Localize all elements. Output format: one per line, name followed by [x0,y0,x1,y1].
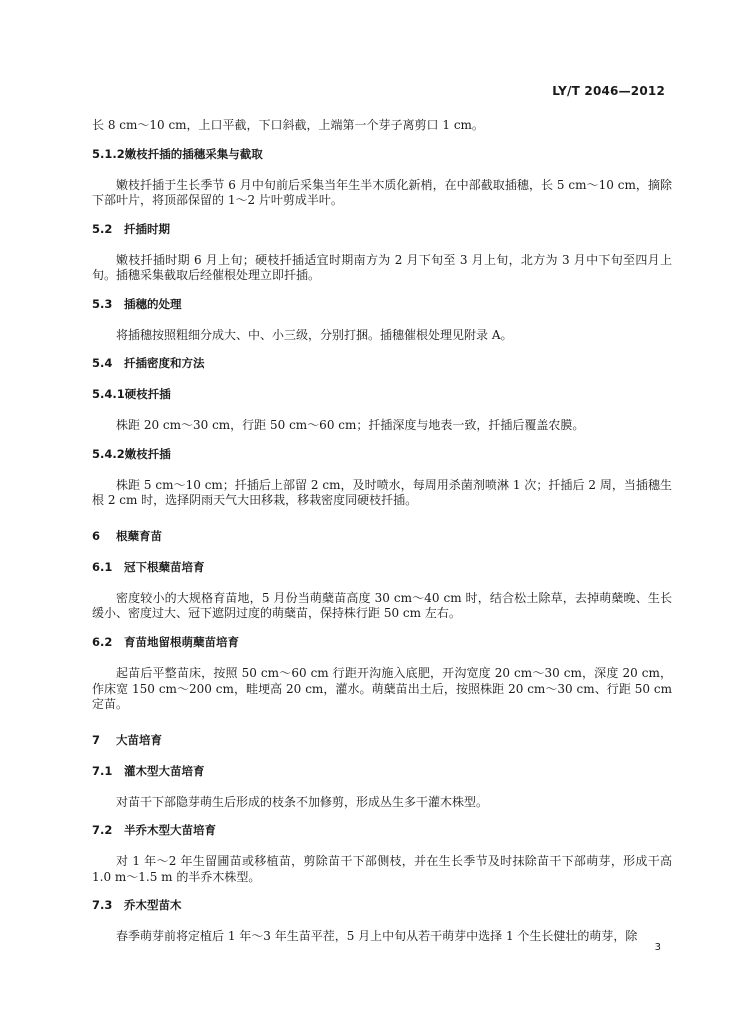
section-heading [92,222,672,237]
section-heading [92,635,672,650]
paragraph: 株距 5 cm～10 cm；扦插后上部留 2 cm，及时喷水，每周用杀菌剂喷淋 1 次；扦插后 2 周，当插穗生根 2 cm 时，选择阴雨天气大田移栽，移栽密度同硬枝扦插。 [92,477,672,508]
section-heading [92,529,672,544]
section-title: 嫩枝扦插的插穗采集与截取 [124,146,263,161]
section-heading [92,823,672,838]
section-number: 5.3 [92,296,113,311]
page-number: 3 [654,942,661,953]
paragraph: 长 8 cm～10 cm，上口平截，下口斜截，上端第一个芽子离剪口 1 cm。 [92,118,484,132]
section-heading [92,447,672,462]
section-heading [92,297,672,312]
paragraph: 春季萌芽前将定植后 1 年～3 年生苗平茬，5 月上中旬从若干萌芽中选择 1 个生长健壮的萌芽，除 [116,929,638,944]
section-heading [92,356,672,371]
section-title: 扦插密度和方法 [124,356,205,371]
paragraph: 对 1 年～2 年生留圃苗或移植苗，剪除苗干下部侧枝，并在生长季节及时抹除苗干下部萌芽，形成干高 1.0 m～1.5 m 的半乔木株型。 [92,854,672,884]
paragraph: 起苗后平整苗床，按照 50 cm～60 cm 行距开沟施入底肥，开沟宽度 20 cm～30 cm，深度 20 cm，作床宽 150 cm～200 cm，畦埂高 20 cm，灌水。萌蘖苗出土后，按照株距 20 cm～30 cm、行距 50 cm 定苗。 [92,665,672,712]
section-number: 6.1 [92,559,113,574]
section-number: 5.4.1 [92,387,125,402]
section-number: 7.2 [92,823,113,838]
section-title: 冠下根蘖苗培育 [124,559,205,574]
paragraph: 株距 20 cm～30 cm，行距 50 cm～60 cm；扦插深度与地表一致，扦插后覆盖农膜。 [116,418,585,433]
section-heading [92,387,672,402]
section-title: 根蘖育苗 [116,528,162,543]
section-heading [92,147,672,162]
paragraph: 嫩枝扦插时期 6 月上旬；硬枝扦插适宜时期南方为 2 月下旬至 3 月上旬，北方为 3 月中下旬至四月上旬。插穗采集截取后经催根处理立即扦插。 [92,252,672,283]
section-heading [92,898,672,913]
section-heading [92,560,672,575]
section-title: 嫩枝扦插 [124,446,171,461]
paragraph: 嫩枝扦插于生长季节 6 月中旬前后采集当年生半木质化新梢，在中部截取插穗，长 5 cm～10 cm，摘除下部叶片，将顶部保留的 1～2 片叶剪成半叶。 [92,177,672,208]
section-number: 5.1.2 [92,146,125,161]
section-title: 育苗地留根萌蘖苗培育 [124,635,239,650]
section-heading [92,733,672,748]
paragraph: 密度较小的大规格育苗地，5 月份当萌蘖苗高度 30 cm～40 cm 时，结合松土除草，去掉萌蘖晚、生长缓小、密度过大、冠下遮阴过度的萌蘖苗，保持株行距 50 cm 左右。 [92,590,672,621]
section-number: 5.2 [92,221,113,236]
section-title: 半乔木型大苗培育 [124,823,216,838]
paragraph: 将插穗按照粗细分成大、中、小三级，分别打捆。插穗催根处理见附录 A。 [116,327,513,342]
section-heading [92,764,672,779]
section-title: 大苗培育 [116,732,162,747]
section-number: 5.4 [92,356,113,371]
section-number: 6 [92,528,101,543]
section-title: 乔木型苗木 [124,898,182,913]
section-title: 插穗的处理 [124,296,182,311]
standard-code-header: LY/T 2046—2012 [552,84,665,98]
section-title: 扦插时期 [124,221,170,236]
paragraph: 对苗干下部隐芽萌生后形成的枝条不加修剪，形成丛生多干灌木株型。 [116,794,489,809]
section-title: 硬枝扦插 [124,387,171,402]
section-number: 7 [92,732,101,747]
section-number: 7.3 [92,898,113,913]
section-title: 灌木型大苗培育 [124,763,205,778]
section-number: 5.4.2 [92,446,125,461]
section-number: 7.1 [92,763,113,778]
document-body [92,118,672,958]
section-number: 6.2 [92,635,113,650]
